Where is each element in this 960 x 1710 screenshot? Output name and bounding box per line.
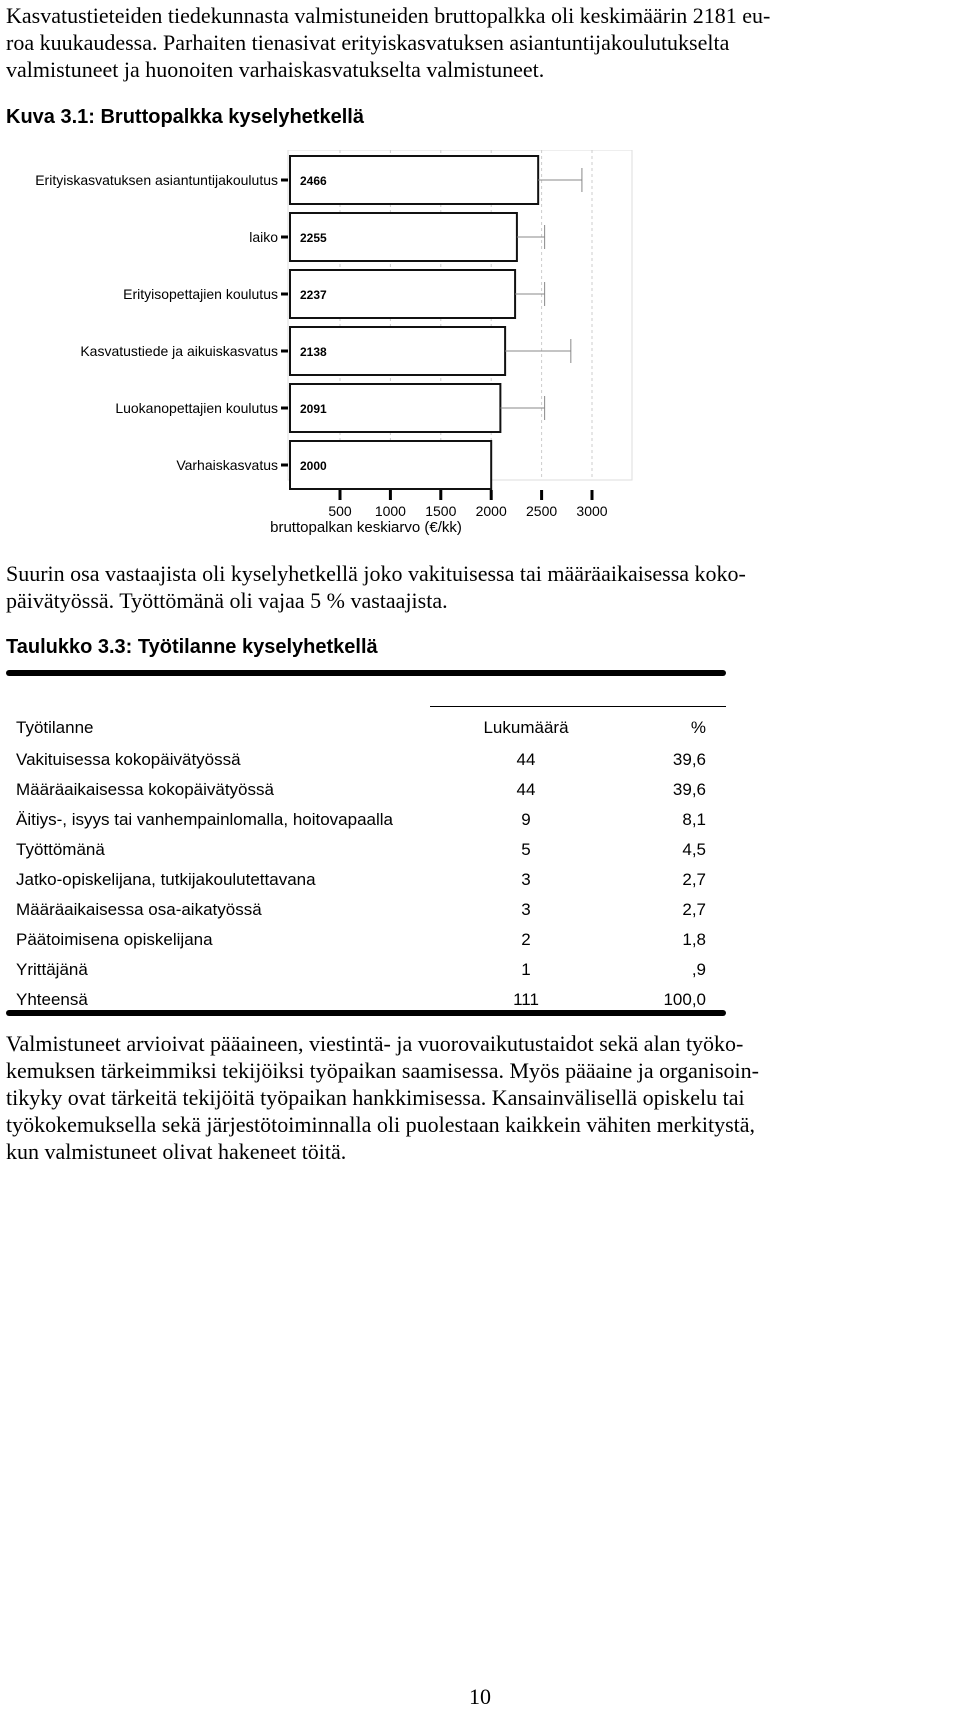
- chart-value-label: 2255: [300, 231, 327, 245]
- table-top-rule: [6, 670, 726, 676]
- table-row: [16, 774, 716, 806]
- chart-value-label: 2466: [300, 174, 327, 188]
- chart-x-ticks: [328, 490, 607, 519]
- table-row: [16, 744, 716, 776]
- chart-category-label: Erityiskasvatuksen asiantuntijakoulutus: [35, 172, 278, 188]
- chart-x-axis-label: bruttopalkan keskiarvo (€/kk): [270, 519, 462, 536]
- cell-status: Jatko-opiskelijana, tutkijakoulutettavana: [16, 870, 316, 889]
- chart-category-label: Varhaiskasvatus: [176, 457, 278, 473]
- intro-line: roa kuukaudessa. Parhaiten tienasivat erityiskasvatuksen asiantuntijakoulutukselta: [6, 30, 730, 55]
- table-caption: Taulukko 3.3: Työtilanne kyselyhetkellä: [6, 636, 378, 658]
- cell-status: Vakituisessa kokopäivätyössä: [16, 750, 241, 769]
- table-row: [16, 954, 716, 986]
- cell-status: Määräaikaisessa osa-aikatyössä: [16, 900, 262, 919]
- table-header-rule: [430, 706, 726, 707]
- cell-count: 2: [521, 930, 531, 949]
- chart-bar: [290, 156, 538, 204]
- cell-percent: 100,0: [663, 990, 706, 1009]
- factors-line: työkokemuksella sekä järjestötoiminnalla oli puolestaan kaikkein vähiten merkitystä,: [6, 1112, 756, 1137]
- cell-status: Äitiys-, isyys tai vanhempainlomalla, hoitovapaalla: [16, 810, 394, 829]
- table-bottom-rule: [6, 1010, 726, 1016]
- cell-count: 3: [521, 870, 531, 889]
- chart-category-label: Kasvatustiede ja aikuiskasvatus: [80, 343, 278, 359]
- chart-x-tick-label: 3000: [576, 503, 608, 519]
- chart-value-label: 2091: [300, 402, 327, 416]
- figure-caption: Kuva 3.1: Bruttopalkka kyselyhetkellä: [6, 106, 364, 128]
- intro-line: Kasvatustieteiden tiedekunnasta valmistuneiden bruttopalkka oli keskimäärin 2181 eu-: [6, 3, 771, 28]
- chart-category-label: Luokanopettajien koulutus: [115, 400, 278, 416]
- factors-paragraph: [6, 1030, 954, 1165]
- page-number: 10: [469, 1684, 491, 1709]
- chart-x-tick-label: 1000: [374, 503, 406, 519]
- chart-value-label: 2000: [300, 459, 327, 473]
- header-count: Lukumäärä: [483, 718, 569, 737]
- table-row: [16, 924, 716, 956]
- cell-count: 9: [521, 810, 531, 829]
- cell-percent: 39,6: [672, 780, 706, 799]
- cell-count: 111: [513, 990, 539, 1009]
- cell-percent: 39,6: [672, 750, 706, 769]
- cell-count: 5: [521, 840, 531, 859]
- table-row: [16, 834, 716, 866]
- intro-paragraph: [6, 2, 954, 83]
- cell-status: Päätoimisena opiskelijana: [16, 930, 213, 949]
- employment-line: päivätyössä. Työttömänä oli vajaa 5 % vastaajista.: [6, 588, 448, 613]
- cell-status: Yrittäjänä: [16, 960, 88, 979]
- employment-line: Suurin osa vastaajista oli kyselyhetkellä joko vakituisessa tai määräaikaisessa koko-: [6, 561, 746, 586]
- cell-count: 44: [516, 750, 536, 769]
- cell-status: Työttömänä: [16, 840, 105, 859]
- factors-line: Valmistuneet arvioivat pääaineen, viestintä- ja vuorovaikutustaidot sekä alan työko-: [6, 1031, 744, 1056]
- cell-percent: ,9: [691, 960, 706, 979]
- factors-line: kemuksen tärkeimmiksi tekijöiksi työpaikan saamisessa. Myös pääaine ja organisoin-: [6, 1058, 759, 1083]
- cell-status: Yhteensä: [16, 990, 88, 1009]
- chart-category-label: laiko: [249, 229, 278, 245]
- chart-x-tick-label: 2000: [475, 503, 507, 519]
- table-header-row: [16, 712, 716, 744]
- chart-category-label: Erityisopettajien koulutus: [123, 286, 278, 302]
- cell-percent: 4,5: [682, 840, 706, 859]
- factors-line: tikyky ovat tärkeitä tekijöitä työpaikan hankkimisessa. Kansainvälisellä opiskelu tai: [6, 1085, 745, 1110]
- intro-line: valmistuneet ja huonoiten varhaiskasvatukselta valmistuneet.: [6, 57, 545, 82]
- cell-percent: 8,1: [682, 810, 706, 829]
- cell-status: Määräaikaisessa kokopäivätyössä: [16, 780, 274, 799]
- chart-x-tick-label: 500: [328, 503, 352, 519]
- employment-paragraph: [6, 560, 954, 614]
- cell-count: 1: [521, 960, 531, 979]
- chart-value-label: 2138: [300, 345, 327, 359]
- chart-x-tick-label: 2500: [526, 503, 558, 519]
- table-row: [16, 894, 716, 926]
- cell-percent: 2,7: [682, 900, 706, 919]
- chart-x-tick-label: 1500: [425, 503, 457, 519]
- chart-value-label: 2237: [300, 288, 327, 302]
- salary-bar-chart: [0, 150, 700, 550]
- cell-percent: 2,7: [682, 870, 706, 889]
- header-percent: %: [690, 718, 706, 737]
- cell-count: 3: [521, 900, 531, 919]
- factors-line: kun valmistuneet olivat hakeneet töitä.: [6, 1139, 347, 1164]
- chart-bars: [290, 156, 538, 489]
- cell-count: 44: [516, 780, 536, 799]
- table-row: [16, 804, 716, 836]
- table-row: [16, 864, 716, 896]
- chart-category-labels: [35, 172, 288, 473]
- cell-percent: 1,8: [682, 930, 706, 949]
- header-status: Työtilanne: [16, 718, 94, 737]
